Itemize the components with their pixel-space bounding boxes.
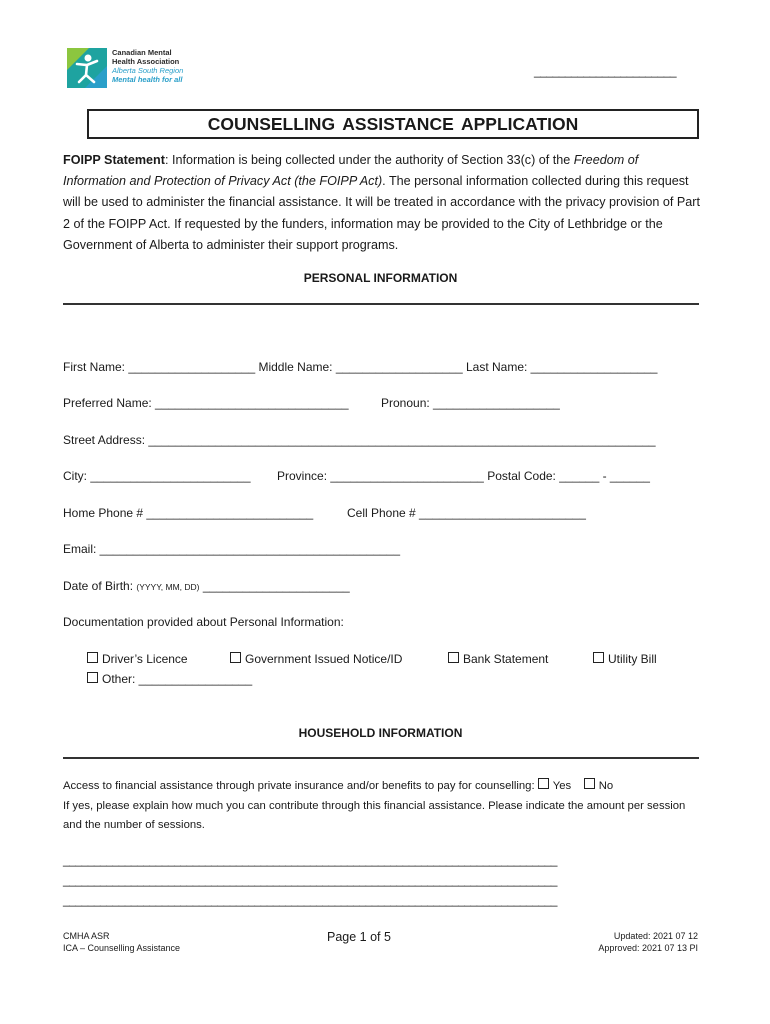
dob-label: Date of Birth: — [63, 579, 137, 593]
checkbox-icon[interactable] — [584, 778, 595, 789]
street-address-field[interactable]: Street Address: ____________________________________________________________________________ — [63, 433, 656, 447]
check-utility-bill[interactable] — [593, 652, 657, 666]
check-yes[interactable] — [538, 780, 571, 792]
foipp-text-1: : Information is being collected under the authority of Section 33(c) of the — [164, 153, 574, 167]
cmha-logo-icon — [67, 48, 107, 88]
answer-line-2[interactable]: ________________________________________________________________________________ — [63, 873, 557, 887]
insurance-explain: If yes, please explain how much you can contribute through this financial assistance. Please indicate the amount per session and the number of sessions. — [63, 799, 686, 832]
check-bank-statement[interactable] — [448, 652, 548, 666]
name-fields-row[interactable]: First Name: ___________________ Middle Name: ___________________ Last Name: ___________________ — [63, 360, 658, 374]
check-no[interactable] — [584, 780, 613, 792]
footer-form-name: ICA – Counselling Assistance — [63, 943, 181, 953]
dob-format: (YYYY, MM, DD) — [136, 582, 200, 592]
preferred-name-field[interactable]: Preferred Name: _____________________________ — [63, 396, 349, 410]
logo-region: Alberta South Region — [112, 66, 184, 75]
check-label: Government Issued Notice/ID — [245, 652, 403, 666]
page-number: Page 1 of 5 — [327, 930, 391, 944]
check-other[interactable] — [87, 672, 252, 686]
check-label: No — [598, 780, 614, 792]
checkbox-icon[interactable] — [593, 652, 604, 663]
checkbox-icon[interactable] — [87, 652, 98, 663]
checkbox-icon[interactable] — [538, 778, 549, 789]
foipp-act-title: Freedom of Information and Protection of Privacy Act (the FOIPP Act) — [63, 153, 639, 189]
top-signature-blank[interactable]: _______________________ — [534, 64, 676, 78]
check-label: Yes — [552, 780, 572, 792]
foipp-text-2: . The personal information collected during this request will be used to administer the financial assistance. It will be treated in accordance with the privacy provision of Part 2 of the FOIPP Act. If requested by the funders, information may be provided to the City of Lethbridge or the Government of Alberta to administer their support programs. — [63, 174, 700, 252]
footer-right — [560, 930, 698, 954]
footer-left — [63, 930, 180, 954]
foipp-statement — [63, 150, 703, 256]
logo-text — [112, 48, 183, 84]
household-info-heading: HOUSEHOLD INFORMATION — [298, 726, 463, 740]
personal-info-heading: PERSONAL INFORMATION — [303, 271, 458, 285]
section-divider — [63, 303, 699, 305]
page-title: COUNSELLING ASSISTANCE APPLICATION — [87, 109, 699, 139]
insurance-question — [63, 777, 703, 836]
footer-org: CMHA ASR — [63, 931, 110, 941]
checkbox-icon[interactable] — [230, 652, 241, 663]
foipp-label: FOIPP Statement — [63, 153, 165, 167]
cell-phone-field[interactable]: Cell Phone # _________________________ — [347, 506, 586, 520]
insurance-question-text: Access to financial assistance through private insurance and/or benefits to pay for counselling: — [63, 780, 538, 792]
date-of-birth-field[interactable] — [63, 579, 350, 593]
checkbox-icon[interactable] — [87, 672, 98, 683]
check-label: Other: _________________ — [102, 672, 253, 686]
footer-approved: Approved: 2021 07 13 PI — [598, 943, 698, 953]
check-label: Utility Bill — [608, 652, 657, 666]
footer-updated: Updated: 2021 07 12 — [613, 931, 698, 941]
province-postal-fields[interactable]: Province: _______________________ Postal Code: ______ - ______ — [277, 469, 650, 483]
logo-tagline: Mental health for all — [112, 75, 183, 84]
city-field[interactable]: City: ________________________ — [63, 469, 251, 483]
documentation-label: Documentation provided about Personal Information: — [63, 615, 344, 629]
logo-org-line1: Canadian Mental — [112, 48, 172, 57]
check-label: Bank Statement — [463, 652, 549, 666]
dob-blank[interactable]: ______________________ — [199, 579, 350, 593]
answer-line-3[interactable]: ________________________________________________________________________________ — [63, 893, 557, 907]
checkbox-icon[interactable] — [448, 652, 459, 663]
home-phone-field[interactable]: Home Phone # _________________________ — [63, 506, 314, 520]
section-divider — [63, 757, 699, 759]
email-field[interactable]: Email: _____________________________________________ — [63, 542, 400, 556]
answer-line-1[interactable]: ________________________________________________________________________________ — [63, 853, 557, 867]
pronoun-field[interactable]: Pronoun: ___________________ — [381, 396, 560, 410]
check-label: Driver’s Licence — [102, 652, 188, 666]
check-government-notice[interactable] — [230, 652, 402, 666]
check-drivers-licence[interactable] — [87, 652, 188, 666]
logo-org-line2: Health Association — [112, 57, 180, 66]
